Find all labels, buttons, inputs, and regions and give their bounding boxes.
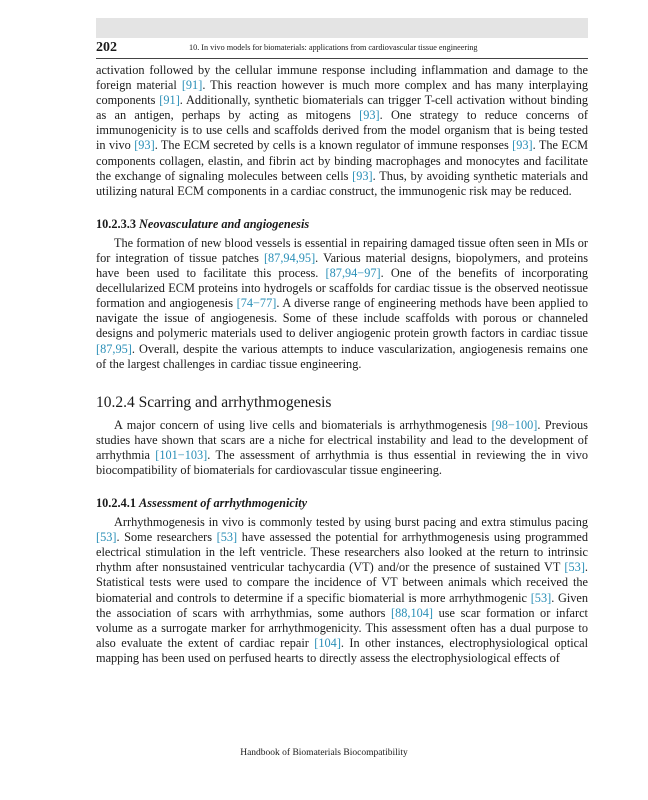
citation-link[interactable]: [87,94−97] [325,266,381,281]
citation-link[interactable]: [74−77] [236,296,277,311]
text-run: . Various material designs, biopolymers, and proteins have been used to facilitate this process. [96,250,588,281]
text-run: . The assessment of arrhythmia is thus essential in reviewing the in vivo biocompatibility of biomaterials for cardiovascular tissue engineering. [96,447,588,477]
paragraph [96,515,588,666]
text-run: activation followed by the cellular immune response including inflammation and damage to the foreign material [96,63,588,93]
text-run: . Statistical tests were used to compare the incidence of VT between animals which received the biomaterial and controls to determine if a specific biomaterial is more arrhythmogenic [96,560,588,605]
citation-link[interactable]: [53] [216,530,238,545]
section-number: 10.2.4.1 [96,496,136,511]
citation-link[interactable]: [93] [134,138,155,153]
page-number: 202 [96,40,117,55]
citation-link[interactable]: [53] [530,590,552,605]
text-run: . A diverse range of engineering methods have been applied to navigate the issue of angiogenesis. Some of these include scaffolds with porous or channeled designs and polymeric materials used to deliver angiogenic protein growth factors in cardiac tissue [96,296,588,341]
text-run: . One of the benefits of incorporating decellularized ECM proteins into hydrogels or scaffolds for cardiac tissue is the observed neotissue formation and angiogenesis [96,266,588,311]
section-heading-scarring: 10.2.4 Scarring and arrhythmogenesis [96,393,332,411]
text-run: . This reaction however is much more complex and has many interplaying components [96,78,589,108]
citation-link[interactable]: [53] [564,560,585,575]
paragraph [96,418,588,478]
citation-link[interactable]: [91] [159,93,180,108]
text-run: . Given the association of scars with arrhythmias, some authors [96,590,589,620]
paragraph [96,63,588,199]
citation-link[interactable]: [101−103] [155,447,208,462]
header-rule [96,58,588,59]
citation-link[interactable]: [91] [181,78,203,93]
citation-link[interactable]: [93] [359,108,380,123]
text-run: . Some researchers [116,530,217,545]
section-number: 10.2.3.3 [96,216,136,231]
running-head: 10. In vivo models for biomaterials: applications from cardiovascular tissue engineering [189,43,478,52]
section-title: Neovasculature and angiogenesis [139,216,310,231]
citation-link[interactable]: [88,104] [391,605,434,620]
text-run: . Overall, despite the various attempts to induce vascularization, angiogenesis remains one of the largest challenges in cardiac tissue engineering. [96,341,588,371]
paragraph [96,236,588,372]
text-run: . One strategy to reduce concerns of immunogenicity is to use cells and scaffolds derived from the model organism that is being tested in vivo [96,108,588,153]
top-bar [96,18,588,38]
text-run: . In other instances, electrophysiological optical mapping has been used on perfused hearts to directly assess the electrophysiological effects of [96,635,588,665]
section-heading-neovasculature [96,217,588,232]
text-run: Arrhythmogenesis in vivo is commonly tested by using burst pacing and extra stimulus pacing [114,515,588,530]
text-run: . Additionally, synthetic biomaterials can trigger T-cell activation without binding as an antigen, perhaps by acting as mitogens [96,93,589,123]
body-text [96,63,588,666]
citation-link[interactable]: [93] [512,138,533,153]
text-run: . The ECM components collagen, elastin, and fibrin act by binding macrophages and monocytes and facilitate the exchange of signaling molecules between cells [96,138,589,183]
section-heading-arrhythmogenicity [96,496,588,511]
text-run: A major concern of using live cells and biomaterials is arrhythmogenesis [114,417,492,432]
citation-link[interactable]: [53] [96,530,117,545]
citation-link[interactable]: [87,94,95] [263,250,316,265]
citation-link[interactable]: [87,95] [96,341,132,356]
text-run: The formation of new blood vessels is essential in repairing damaged tissue often seen in MIs or for integration of tissue patches [96,235,589,265]
page-footer: Handbook of Biomaterials Biocompatibility [240,748,408,758]
citation-link[interactable]: [104] [314,635,341,650]
text-run: . Thus, by avoiding synthetic materials and utilizing natural ECM components in a cardiac construct, the immunogenic risk may be reduced. [96,168,588,198]
citation-link[interactable]: [93] [352,168,373,183]
section-title: Assessment of arrhythmogenicity [139,496,308,511]
text-run: . The ECM secreted by cells is a known regulator of immune responses [154,138,513,153]
text-run: have assessed the potential for arrhythmogenesis using programmed electrical stimulation in the left ventricle. These researchers also looked at the return to intrinsic rhythm after nonsustained ventricular tachycardia (VT) and/or the presence of sustained VT [96,530,588,575]
text-run: . Previous studies have shown that scars are a niche for electrical instability and lead to the development of arrhythmia [96,417,588,462]
citation-link[interactable]: [98−100] [491,417,538,432]
text-run: use scar formation or infarct volume as a surrogate marker for arrhythmogenicity. This assessment often has a dual purpose to also evaluate the extent of cardiac repair [96,605,588,650]
page-header [96,40,588,58]
